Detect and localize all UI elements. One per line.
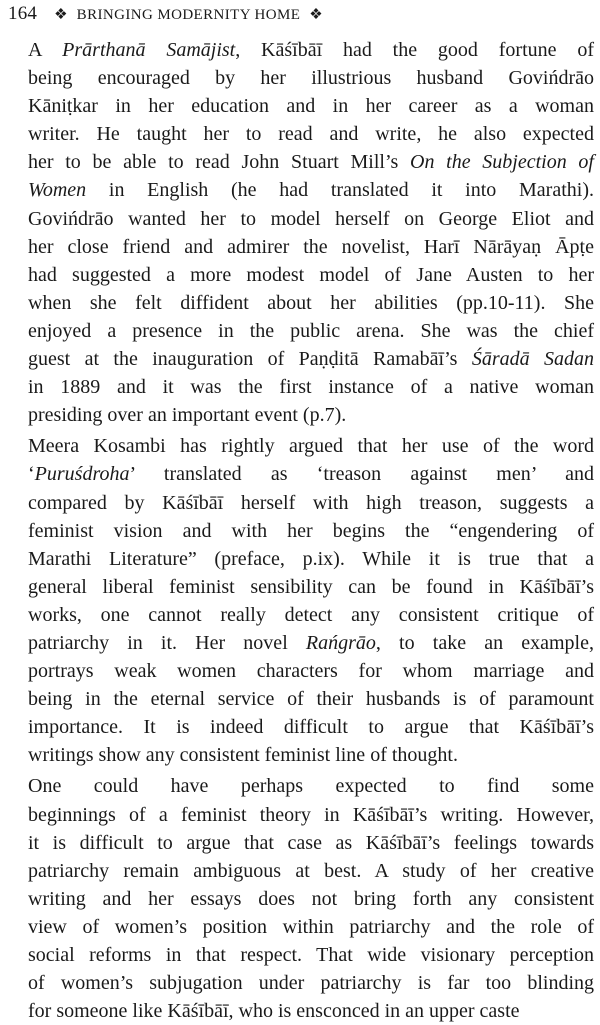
text-line: patriarchy remain ambiguous at best. A study of her creative	[28, 859, 594, 882]
text-line: social reforms in that respect. That wide visionary perception	[28, 944, 594, 966]
text-line: her to be able to read John Stuart Mill’s On the Subjection of	[28, 151, 594, 174]
text-line: presiding over an important event (p.7).	[28, 404, 347, 427]
text-line: it is difficult to argue that case as Kāśībāī’s feelings towards	[28, 831, 594, 854]
text-line: feminist vision and with her begins the “engendering of	[28, 519, 594, 542]
text-line: writing and her essays does not bring forth any consistent	[28, 887, 594, 910]
paragraph	[8, 772, 594, 1025]
text-line: her close friend and admirer the novelist, Harī Nārāyaṇ Āpṭe	[28, 235, 594, 258]
running-head	[8, 2, 327, 27]
text-line: guest at the inauguration of Paṇḍitā Ramabāī’s Śāradā Sadan	[28, 348, 594, 371]
text-line: Kāniṭkar in her education and in her career as a woman	[28, 95, 594, 118]
text-line: importance. It is indeed difficult to argue that Kāśībāī’s	[28, 716, 594, 739]
text-line: ‘Puruśdroha’ translated as ‘treason against men’ and	[28, 463, 594, 486]
text-line: for someone like Kāśībāī, who is ensconced in an upper caste	[28, 1000, 520, 1023]
text-line: beginnings of a feminist theory in Kāśībāī’s writing. However,	[28, 803, 594, 826]
text-line: writings show any consistent feminist line of thought.	[28, 744, 458, 767]
ornament-right-icon: ❖	[309, 7, 323, 23]
text-line: Govińdrāo wanted her to model herself on George Eliot and	[28, 207, 594, 230]
paragraph	[8, 432, 594, 769]
text-line: Women in English (he had translated it into Marathi).	[28, 179, 594, 202]
paragraph	[8, 36, 594, 429]
text-line: compared by Kāśībāī herself with high treason, suggests a	[28, 491, 594, 514]
text-line: One could have perhaps expected to find some	[28, 775, 594, 798]
text-line: of women’s subjugation under patriarchy is far too blinding	[28, 972, 594, 995]
running-head-title: BRINGING MODERNITY HOME	[76, 7, 301, 23]
ornament-left-icon: ❖	[54, 7, 68, 23]
text-line: being encouraged by her illustrious husband Govińdrāo	[28, 67, 594, 90]
text-line: Marathi Literature” (preface, p.ix). While it is true that a	[28, 547, 594, 570]
text-line: writer. He taught her to read and write, he also expected	[28, 123, 594, 146]
text-line: in 1889 and it was the first instance of a native woman	[28, 376, 594, 399]
text-line: works, one cannot really detect any consistent critique of	[28, 603, 594, 626]
page-number: 164	[8, 3, 38, 24]
text-line: view of women’s position within patriarchy and the role of	[28, 915, 594, 938]
text-line: enjoyed a presence in the public arena. She was the chief	[28, 319, 594, 342]
text-line: being in the eternal service of their husbands is of paramount	[28, 688, 594, 711]
text-line: Meera Kosambi has rightly argued that her use of the word	[28, 435, 594, 458]
text-line: when she felt diffident about her abilities (pp.10-11). She	[28, 291, 594, 314]
text-line: portrays weak women characters for whom marriage and	[28, 660, 594, 683]
text-line: general liberal feminist sensibility can be found in Kāśībāī’s	[28, 575, 594, 598]
text-line: A Prārthanā Samājist, Kāśībāī had the good fortune of	[28, 39, 594, 61]
body-text	[8, 36, 594, 1025]
text-line: patriarchy in it. Her novel Rańgrāo, to take an example,	[28, 631, 594, 654]
text-line: had suggested a more modest model of Jane Austen to her	[28, 263, 594, 286]
